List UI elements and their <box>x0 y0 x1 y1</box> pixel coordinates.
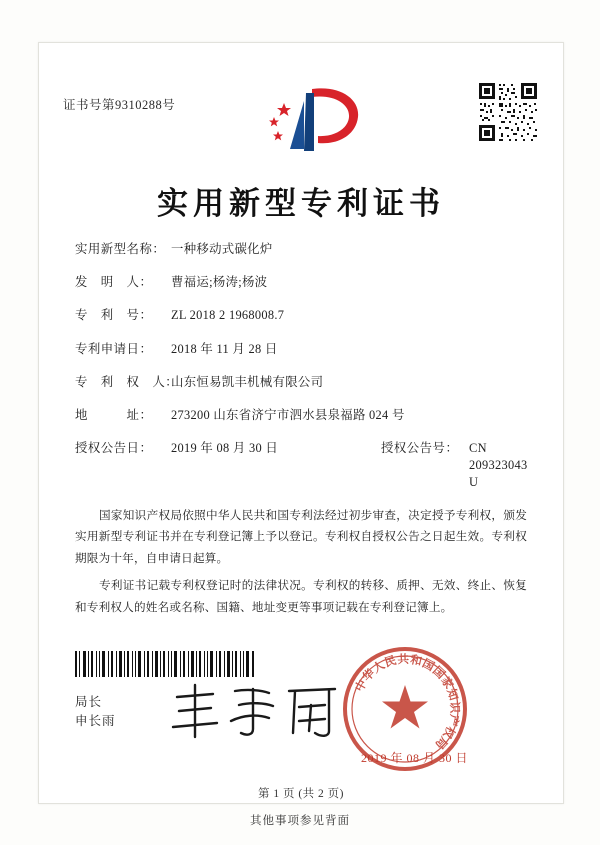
certificate-sheet <box>38 42 564 804</box>
page-number: 第 1 页 (共 2 页) <box>257 788 345 800</box>
cnipa-logo-icon <box>254 81 364 159</box>
qr-code-icon <box>477 81 539 143</box>
field-value-application-date: 2018 年 11 月 28 日 <box>171 341 278 356</box>
svg-text:识: 识 <box>447 701 463 714</box>
svg-text:和: 和 <box>409 652 424 669</box>
body-text <box>75 505 527 624</box>
field-value-utility-model-name: 一种移动式碳化炉 <box>171 242 273 256</box>
field-value-inventors: 曹福运;杨涛;杨波 <box>171 275 268 290</box>
field-label-application-date: 专利申请日： <box>75 341 153 356</box>
field-label-utility-model-name: 实用新型名称： <box>75 242 166 256</box>
page-title: 实用新型专利证书 <box>157 186 445 222</box>
field-label-patentee: 专 利 权 人： <box>75 374 179 389</box>
svg-text:华: 华 <box>359 665 378 684</box>
svg-text:国: 国 <box>430 663 449 682</box>
field-label-inventors: 发 明 人： <box>75 275 153 290</box>
director-name-label: 申长雨 <box>75 714 116 729</box>
seal-date: 2019 年 08 月 30 日 <box>361 751 469 765</box>
field-row <box>75 440 531 490</box>
certificate-number: 证书号第9310288号 <box>63 98 176 112</box>
field-value-grant-number: CN 209323043 U <box>469 441 528 489</box>
svg-text:共: 共 <box>397 651 410 667</box>
field-row <box>75 274 531 291</box>
handwritten-signature-icon <box>165 681 345 743</box>
field-row <box>75 307 531 324</box>
field-value-grant-date: 2019 年 08 月 30 日 <box>171 441 279 456</box>
svg-text:权: 权 <box>440 724 459 741</box>
field-row <box>75 241 531 258</box>
field-value-patentee: 山东恒易凯丰机械有限公司 <box>171 374 324 389</box>
director-title-label: 局长 <box>75 695 103 709</box>
body-paragraph-1: 国家知识产权局依照中华人民共和国专利法经过初步审查，决定授予专利权，颁发实用新型专利证书并在专利登记簿上予以登记。专利权自授权公告之日起生效。专利权期限为十年，自申请日起算。 <box>75 509 527 565</box>
svg-text:民: 民 <box>382 652 398 670</box>
field-label-grant-date: 授权公告日： <box>75 441 153 456</box>
body-paragraph-2: 专利证书记载专利权登记时的法律状况。专利权的转移、质押、无效、终止、恢复和专利权人的姓名或名称、国籍、地址变更等事项记载在专利登记簿上。 <box>75 579 527 614</box>
field-value-address: 273200 山东省济宁市泗水县泉福路 024 号 <box>171 408 405 423</box>
back-side-note: 其他事项参见背面 <box>250 815 350 827</box>
svg-text:知: 知 <box>444 686 462 702</box>
field-value-patent-number: ZL 2018 2 1968008.7 <box>171 308 285 323</box>
field-row <box>75 341 531 358</box>
field-list <box>75 241 531 507</box>
field-row <box>75 374 531 391</box>
field-row <box>75 407 531 424</box>
field-label-grant-number: 授权公告号： <box>381 441 459 456</box>
svg-text:国: 国 <box>420 655 437 674</box>
field-label-patent-number: 专 利 号： <box>75 308 153 323</box>
svg-text:家: 家 <box>438 673 457 692</box>
field-label-address: 地 址： <box>75 408 153 423</box>
svg-text:人: 人 <box>369 657 388 676</box>
svg-text:产: 产 <box>445 713 462 728</box>
barcode-icon <box>75 651 255 677</box>
svg-text:中: 中 <box>351 677 370 694</box>
signature-labels <box>75 693 116 732</box>
svg-text:局: 局 <box>432 734 451 753</box>
